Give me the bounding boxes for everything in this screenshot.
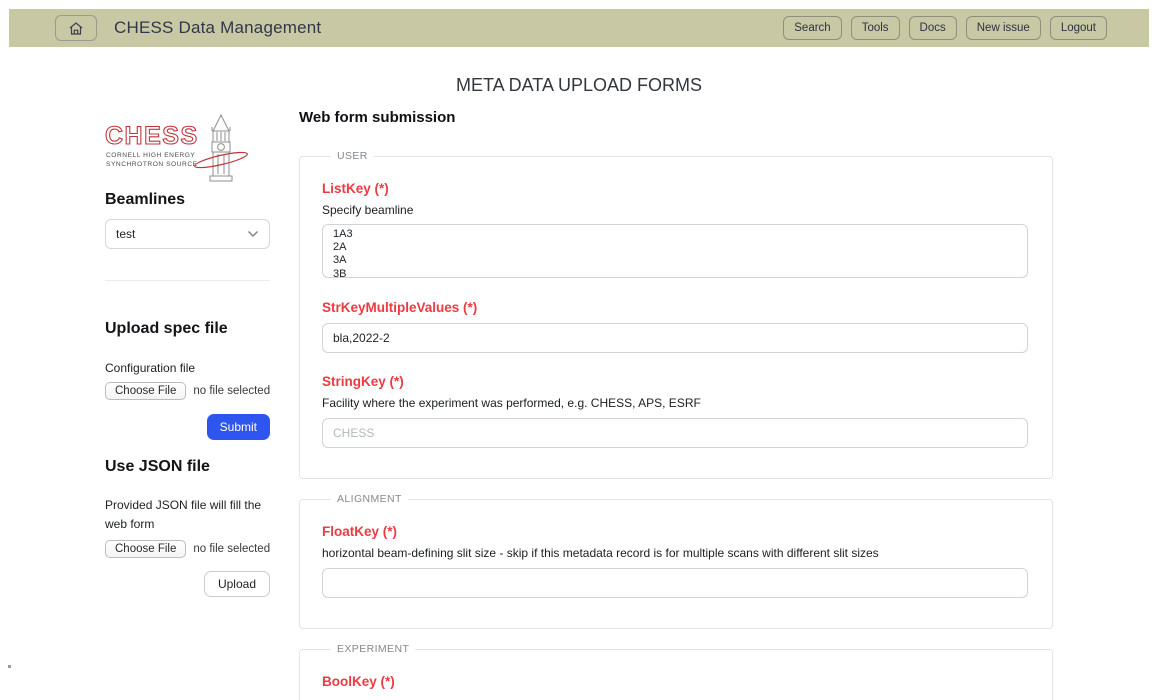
json-upload-button[interactable]: Upload — [204, 571, 270, 597]
section-alignment-legend: ALIGNMENT — [337, 493, 402, 505]
json-choose-file-button[interactable]: Choose File — [105, 540, 186, 558]
home-icon — [68, 21, 84, 36]
section-experiment — [299, 643, 1053, 700]
field-floatkey-label: FloatKey (*) — [322, 524, 398, 539]
page-title: META DATA UPLOAD FORMS — [455, 75, 703, 95]
configuration-file-label: Configuration file — [105, 361, 196, 375]
beamlines-heading: Beamlines — [105, 191, 186, 208]
sidebar — [105, 109, 270, 597]
field-strkeymultiplevalues — [322, 300, 1028, 353]
nav-search-button[interactable]: Search — [783, 16, 841, 40]
tower-illustration — [210, 115, 232, 181]
nav-tools-button[interactable]: Tools — [851, 16, 900, 40]
use-json-description: Provided JSON file will fill the web form — [105, 498, 262, 531]
field-listkey-label: ListKey (*) — [322, 181, 389, 196]
section-experiment-legend: EXPERIMENT — [337, 643, 410, 655]
field-listkey — [322, 181, 1028, 279]
floatkey-input[interactable] — [322, 568, 1028, 598]
section-user-legend: USER — [337, 150, 368, 162]
field-stringkey-label: StringKey (*) — [322, 374, 404, 389]
nav-logout-button[interactable]: Logout — [1050, 16, 1107, 40]
app-title: CHESS Data Management — [114, 18, 322, 37]
field-floatkey-description: horizontal beam-defining slit size - skip if this metadata record is for multiple scans with different slit sizes — [322, 546, 879, 560]
listkey-option[interactable] — [323, 241, 1027, 254]
beamlines-select[interactable] — [105, 219, 270, 249]
nav-docs-button[interactable]: Docs — [909, 16, 957, 40]
field-floatkey — [322, 524, 1028, 598]
sidebar-divider — [105, 280, 270, 281]
nav-actions — [783, 16, 1107, 40]
beamlines-selected-value: test — [116, 227, 136, 241]
json-file-status: no file selected — [193, 543, 271, 556]
spec-file-input — [105, 382, 270, 400]
listkey-option[interactable] — [323, 254, 1027, 267]
field-strkeymultiplevalues-label: StrKeyMultipleValues (*) — [322, 300, 478, 315]
svg-text:CORNELL HIGH ENERGY: CORNELL HIGH ENERGY — [106, 152, 196, 159]
strkeymultiplevalues-input[interactable] — [322, 323, 1028, 353]
chevron-down-icon — [247, 230, 259, 238]
main-form-area — [299, 109, 1053, 700]
top-navbar — [9, 9, 1149, 47]
field-boolkey-label: BoolKey (*) — [322, 674, 395, 689]
svg-text:CHESS: CHESS — [105, 122, 199, 150]
spec-choose-file-button[interactable]: Choose File — [105, 382, 186, 400]
use-json-heading: Use JSON file — [105, 458, 210, 475]
listkey-option[interactable] — [323, 228, 1027, 241]
svg-text:SYNCHROTRON SOURCE: SYNCHROTRON SOURCE — [106, 161, 198, 168]
nav-new-issue-button[interactable]: New issue — [966, 16, 1041, 40]
stringkey-input[interactable] — [322, 418, 1028, 448]
spec-submit-button[interactable]: Submit — [207, 414, 270, 440]
chess-logo — [105, 114, 270, 182]
spec-file-status: no file selected — [193, 385, 271, 397]
field-boolkey — [322, 674, 1028, 689]
web-form-heading: Web form submission — [299, 109, 456, 126]
field-stringkey-description: Facility where the experiment was performed, e.g. CHESS, APS, ESRF — [322, 396, 701, 410]
section-alignment — [299, 493, 1053, 629]
listkey-option[interactable] — [323, 268, 1027, 278]
content — [0, 109, 1158, 700]
upload-spec-heading: Upload spec file — [105, 320, 228, 337]
listkey-listbox[interactable] — [322, 224, 1028, 278]
home-button[interactable] — [55, 15, 97, 41]
corner-artifact — [8, 665, 11, 668]
field-stringkey — [322, 374, 1028, 448]
json-file-input — [105, 540, 270, 558]
field-listkey-description: Specify beamline — [322, 203, 414, 217]
section-user — [299, 150, 1053, 479]
